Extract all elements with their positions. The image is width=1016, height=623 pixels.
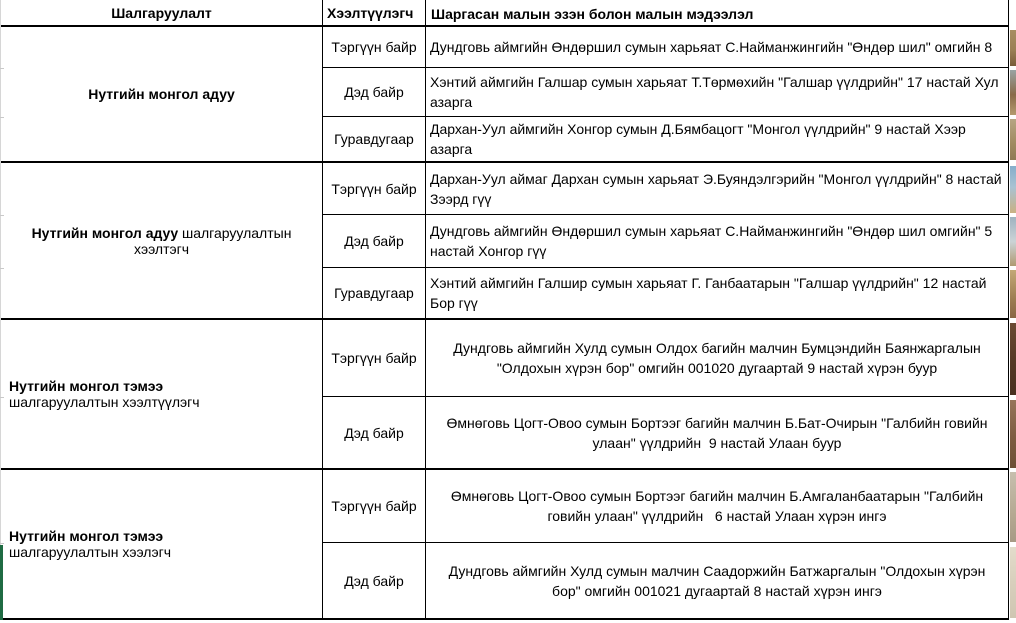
gridline-tick (0, 215, 4, 216)
rank-cell: Дэд байр (323, 397, 426, 468)
gridline-tick (0, 117, 4, 118)
rank-cell: Дэд байр (323, 215, 426, 267)
green-image-sliver (0, 545, 3, 620)
table-row (323, 268, 1009, 318)
photo-thumbnail-edge (1010, 70, 1016, 115)
category-label-bold: Нутгийн монгол тэмээ (9, 528, 164, 544)
category-cell (1, 163, 323, 318)
category-cell (1, 470, 323, 618)
category-label-bold: Нутгийн монгол адуу (31, 224, 179, 241)
table-row (323, 215, 1009, 268)
group-mongol-temee-kheelegch (1, 470, 1009, 620)
category-label-bold: Нутгийн монгол адуу (88, 86, 235, 102)
rank-cell: Гуравдугаар (323, 268, 426, 318)
rank-cell: Тэргүүн байр (323, 27, 426, 67)
photo-thumbnail-edge (1010, 166, 1016, 213)
gridline-tick (0, 397, 4, 398)
info-cell: Хэнтий аймгийн Галшар сумын харьяат Т.Төрмөхийн "Галшар үүлдрийн" 17 настай Хул азарга (426, 68, 1009, 116)
info-cell: Хэнтий аймгийн Галшир сумын харьяат Г. Ганбаатарын "Галшар үүлдрийн" 12 настай Бор гүү (426, 268, 1009, 318)
table-row (323, 163, 1009, 215)
group-mongol-aduu-kheeltegch (1, 163, 1009, 320)
photo-thumbnail-edge (1010, 472, 1016, 542)
photo-thumbnail-edge (1010, 217, 1016, 266)
header-cell-owner-info: Шаргасан малын эзэн болон малын мэдээлэл (426, 0, 1009, 25)
photo-thumbnail-edge (1010, 119, 1016, 160)
category-cell (1, 320, 323, 468)
info-cell: Дундговь аймгийн Хулд сумын Олдох багийн малчин Бумцэндийн Баянжаргалын "Олдохын хүрэн бор" омгийн 001020 дугаартай 9 настай хүрэн буур (426, 320, 1009, 396)
rank-cell: Тэргүүн байр (323, 163, 426, 214)
rank-cell: Дэд байр (323, 68, 426, 116)
info-cell: Дундговь аймгийн Өндөршил сумын харьяат С.Найманжингийн "Өндөр шил омгийн" 5 настай Хонгор гүү (426, 215, 1009, 267)
info-cell: Дундговь аймгийн Хулд сумын малчин Саадоржийн Батжаргалын "Олдохын хүрэн бор" омгийн 001021 дугаартай 8 настай хүрэн ингэ (426, 543, 1009, 618)
rank-cell: Дэд байр (323, 543, 426, 618)
category-cell (1, 27, 323, 161)
table-row (323, 68, 1009, 117)
table-row (323, 397, 1009, 468)
photo-thumbnail-edge (1010, 547, 1016, 618)
info-cell: Өмнөговь Цогт-Овоо сумын Бортээг багийн малчин Б.Амгаланбаатарын "Галбийн говийн улаан" үүлдрийн 6 настай Улаан хүрэн ингэ (426, 470, 1009, 542)
table-row (323, 543, 1009, 618)
photo-thumbnail-edge (1010, 30, 1016, 66)
info-cell: Дархан-Уул аймгийн Хонгор сумын Д.Бямбацогт "Монгол үүлдрийн" 9 настай Хээр азарга (426, 117, 1009, 161)
category-label-rest: шалгаруулалтын хээлтүүлэгч (9, 394, 200, 410)
gridline-tick (0, 543, 4, 544)
table-row (323, 27, 1009, 68)
table-row (323, 117, 1009, 161)
photo-thumbnail-edge (1010, 323, 1016, 395)
group-mongol-aduu (1, 27, 1009, 163)
table-header-row (1, 0, 1009, 27)
group-mongol-temee-kheeltuulegch (1, 320, 1009, 470)
photo-thumbnail-edge (1010, 400, 1016, 468)
header-cell-sire: Хээлтүүлэгч (323, 0, 426, 25)
photo-thumbnail-edge (1010, 270, 1016, 318)
table-row (323, 320, 1009, 397)
info-cell: Дархан-Уул аймаг Дархан сумын харьяат Э.Буяндэлгэрийн "Монгол үүлдрийн" 8 настай Зээрд гүү (426, 163, 1009, 214)
info-cell: Өмнөговь Цогт-Овоо сумын Бортээг багийн малчин Б.Бат-Очирын "Галбийн говийн улаан" үүлдрийн 9 настай Улаан буур (426, 397, 1009, 468)
info-cell: Дундговь аймгийн Өндөршил сумын харьяат С.Найманжингийн "Өндөр шил" омгийн 8 (426, 27, 1009, 67)
category-label-rest: шалгаруулалтын хээлтэгч (133, 224, 292, 257)
gridline-tick (0, 268, 4, 269)
rank-cell: Тэргүүн байр (323, 470, 426, 542)
table-row (323, 470, 1009, 543)
rank-cell: Гуравдугаар (323, 117, 426, 161)
header-cell-selection: Шалгаруулалт (1, 0, 323, 25)
category-label-bold: Нутгийн монгол тэмээ (9, 378, 164, 394)
rank-cell: Тэргүүн байр (323, 320, 426, 396)
awards-table (1, 0, 1009, 620)
category-label-rest: шалгаруулалтын хээлэгч (9, 544, 172, 560)
gridline-tick (0, 68, 4, 69)
